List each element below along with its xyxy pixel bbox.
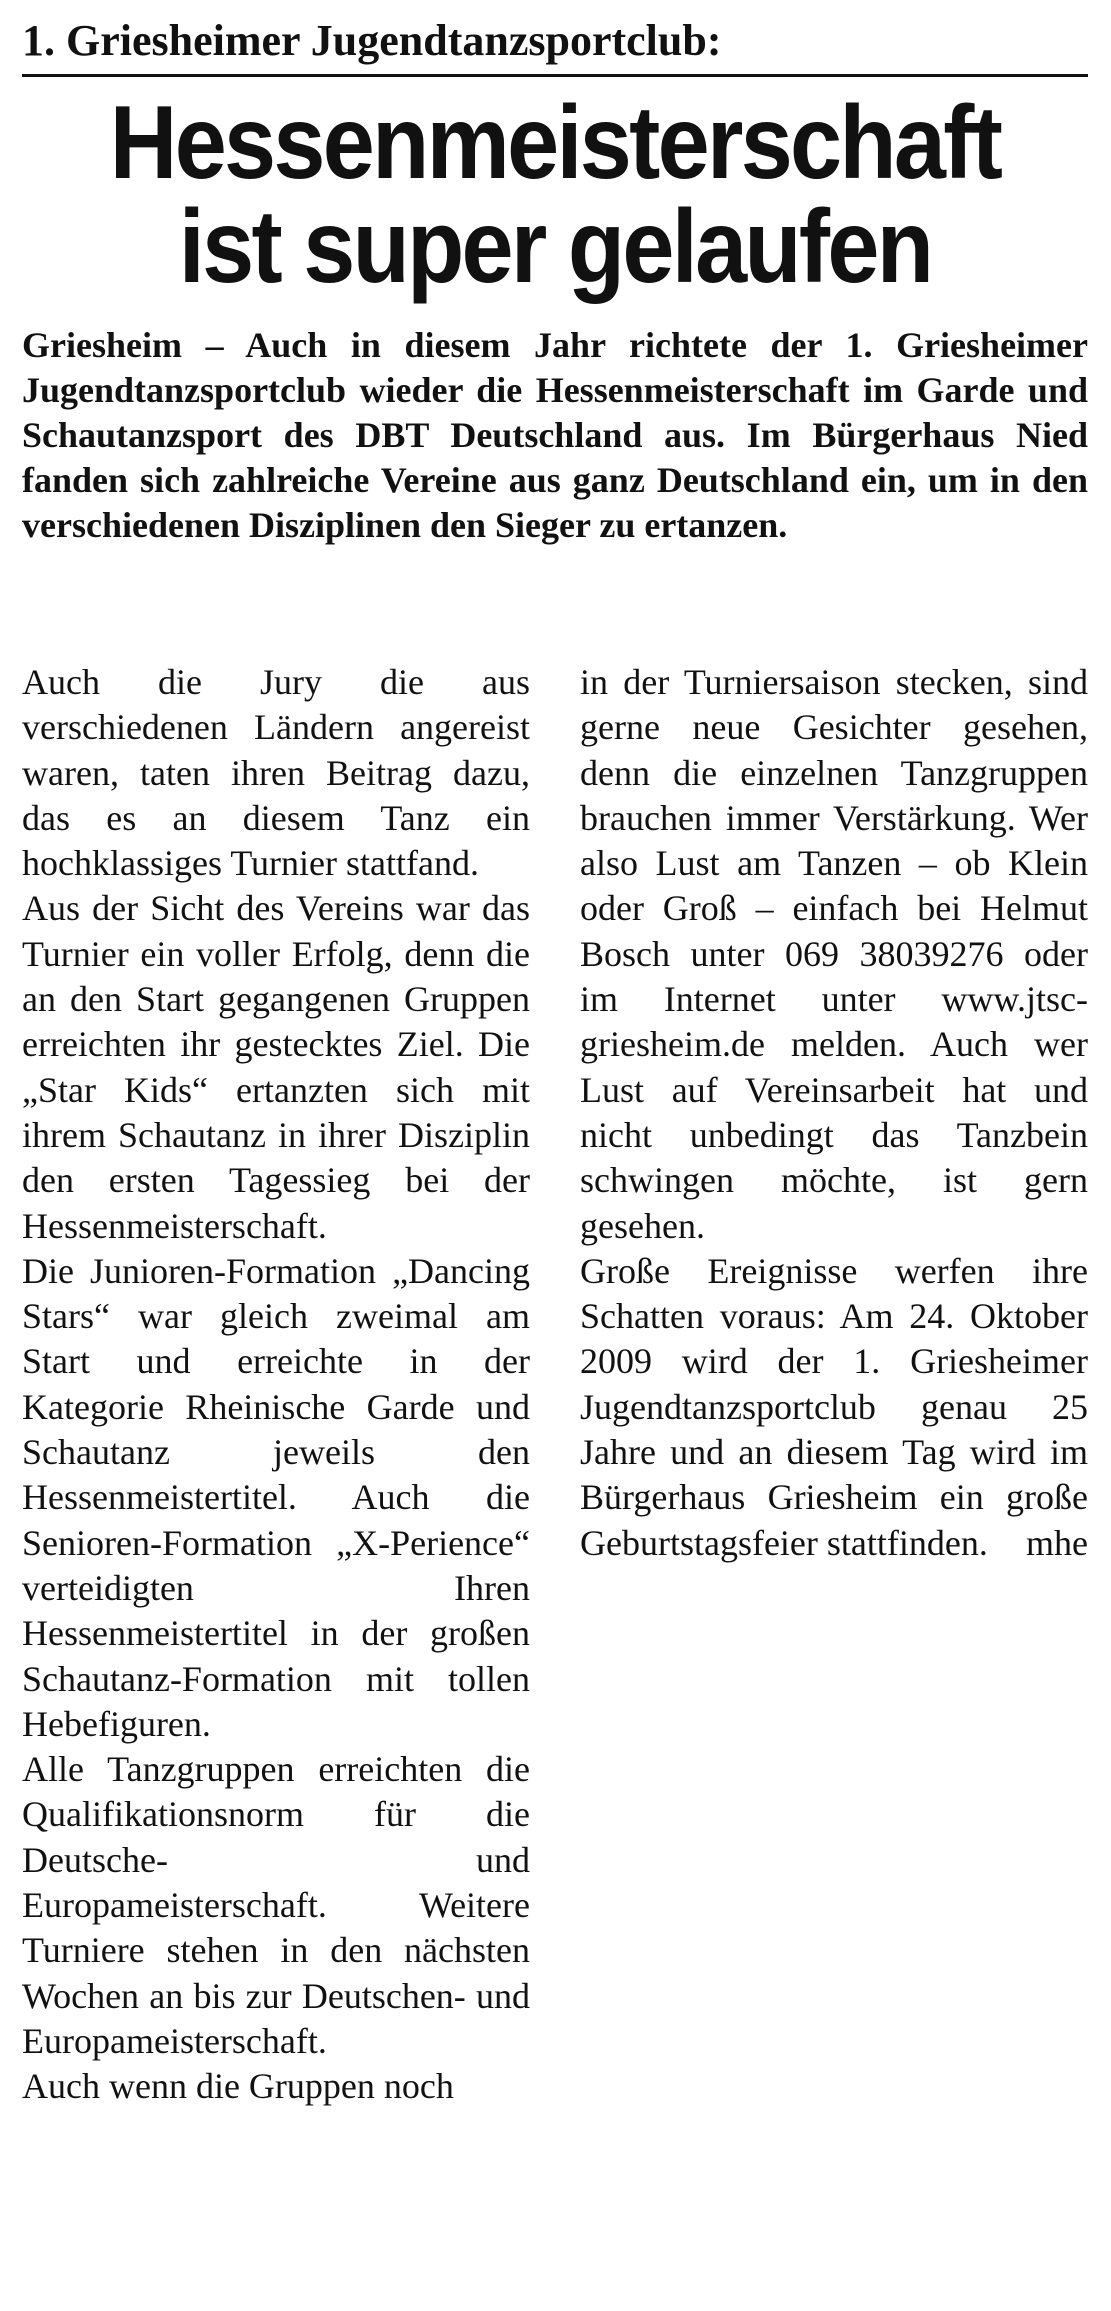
article-lead: Griesheim – Auch in diesem Jahr richtete der 1. Griesheimer Jugendtanzsportclub wieder die Hessenmeisterschaft im Garde und Schautanzsport des DBT Deutschland aus. Im Bürgerhaus Nied fanden sich zahlreiche Vereine aus ganz Deutschland ein, um in den verschiedenen Disziplinen den Sieger zu ertanzen.: [22, 325, 1088, 545]
body-paragraph: Die Junioren-Formation „Dancing Stars“ war gleich zweimal am Start und erreichte in der Kategorie Rheinische Garde und Schautanz jeweils den Hessenmeistertitel. Auch die Senioren-Formation „X-Perience“ verteidigten Ihren Hessenmeistertitel in der großen Schautanz-Formation mit tollen Hebefiguren.: [22, 1250, 530, 1744]
headline-line-1: Hessenmeisterschaft: [109, 85, 1001, 201]
body-paragraph: in der Turniersaison stecken, sind gerne neue Gesichter gesehen, denn die einzelnen Tanzgruppen brauchen immer Verstärkung. Wer also Lust am Tanzen – ob Klein oder Groß – einfach bei Helmut Bosch unter 069 38039276 oder im Internet unter www.jtsc-griesheim.de melden. Auch wer Lust auf Vereinsarbeit hat und nicht unbedingt das Tanzbein schwingen möchte, ist gern gesehen.: [580, 662, 1088, 1246]
right-column: [580, 660, 1088, 1566]
body-paragraph-text: Große Ereignisse werfen ihre Schatten voraus: Am 24. Oktober 2009 wird der 1. Griesheimer Jugendtanzsportclub genau 25 Jahre und an diesem Tag wird im Bürgerhaus Griesheim ein große Geburtstagsfeier stattfinden.: [580, 1250, 1088, 1563]
headline-line-2: ist super gelaufen: [178, 189, 932, 305]
body-paragraph: Aus der Sicht des Vereins war das Turnier ein voller Erfolg, denn die an den Start gegangenen Gruppen erreichten ihr gestecktes Ziel. Die „Star Kids“ ertanzten sich mit ihrem Schautanz in ihrer Disziplin den ersten Tagessieg bei der Hessenmeisterschaft.: [22, 888, 530, 1246]
body-paragraph: Auch die Jury die aus verschiedenen Ländern angereist waren, taten ihren Beitrag dazu, das es an diesem Tanz ein hochklassiges Turnier stattfand.: [22, 662, 530, 884]
author-signature: mhe: [1026, 1522, 1088, 1563]
body-paragraph: Auch wenn die Gruppen noch: [22, 2066, 454, 2107]
article-kicker: 1. Griesheimer Jugendtanzsportclub:: [22, 16, 1088, 77]
newspaper-article: [22, 0, 1088, 2107]
body-paragraph: Alle Tanzgruppen erreichten die Qualifikationsnorm für die Deutsche- und Europameisterschaft. Weitere Turniere stehen in den nächsten Wochen an bis zur Deutschen- und Europameisterschaft.: [22, 1749, 530, 2061]
left-column: [22, 660, 530, 2110]
body-paragraph-last: [580, 1249, 1088, 1566]
article-headline: [75, 85, 1034, 305]
